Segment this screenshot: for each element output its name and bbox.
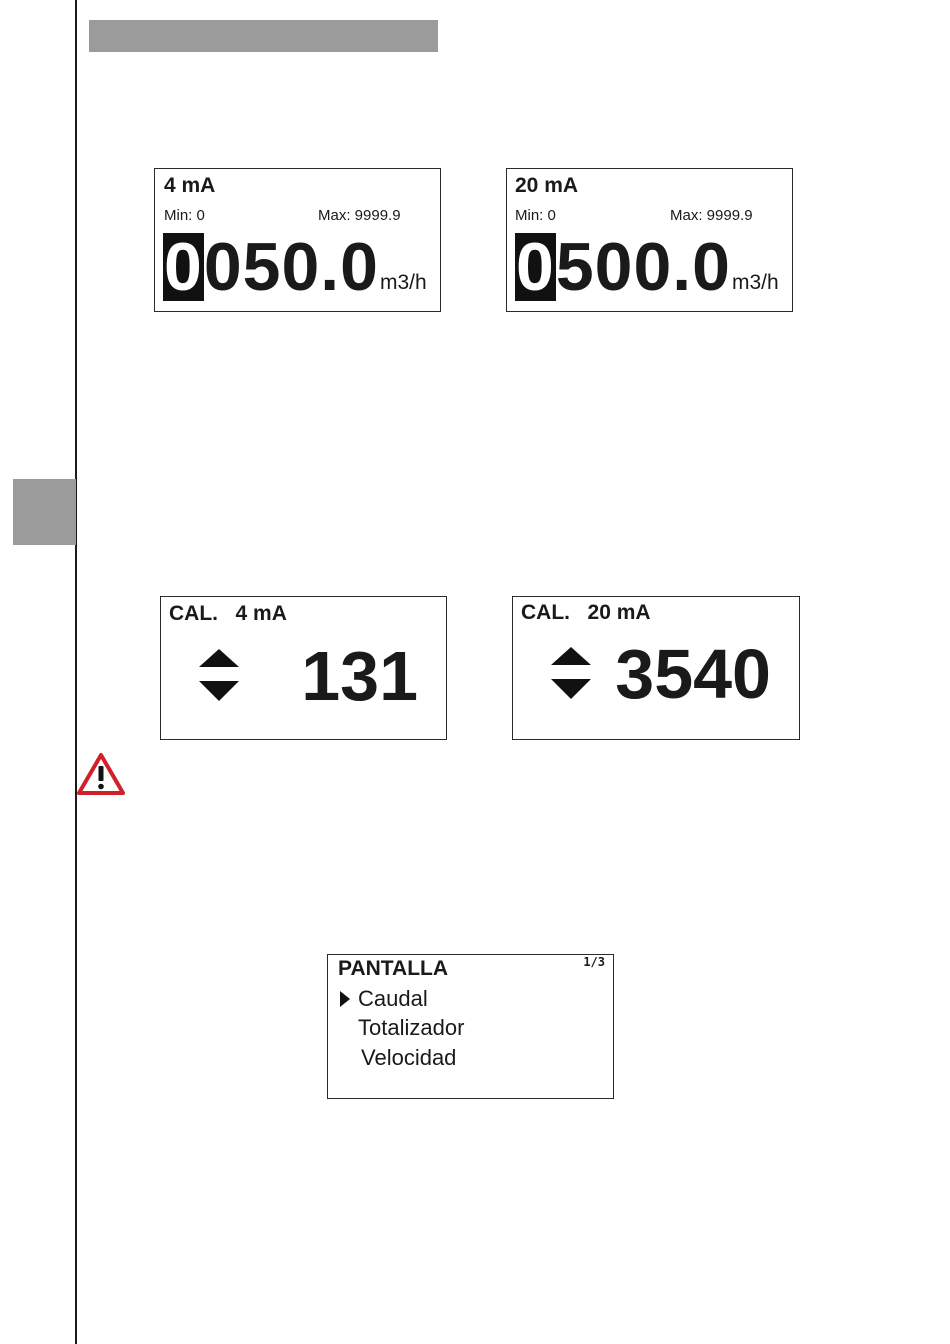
menu-title: PANTALLA <box>338 957 449 980</box>
cal-current: 20 mA <box>587 601 651 624</box>
unit-label: m3/h <box>732 271 779 294</box>
section-side-tab <box>13 479 76 545</box>
menu-item-totalizador[interactable]: Totalizador <box>358 1015 465 1040</box>
cursor-digit: 0 <box>516 229 555 305</box>
up-down-arrows-icon <box>199 649 239 703</box>
display-20ma <box>506 168 793 312</box>
cal-prefix: CAL. <box>521 601 570 624</box>
value-digits: 500.0 <box>555 229 731 305</box>
selection-pointer-icon <box>340 991 350 1007</box>
display-title: 4 mA <box>164 174 216 197</box>
setpoint-value <box>515 229 731 305</box>
menu-display <box>327 954 614 1099</box>
setpoint-value <box>163 229 379 305</box>
header-bar <box>89 20 438 52</box>
cal-title <box>169 603 287 624</box>
calibration-4ma <box>160 596 447 740</box>
menu-item-velocidad[interactable]: Velocidad <box>361 1045 457 1070</box>
warning-triangle-icon <box>77 752 125 796</box>
value-digits: 050.0 <box>203 229 379 305</box>
cal-title <box>521 602 651 623</box>
display-title: 20 mA <box>515 174 579 197</box>
max-label: Max: 9999.9 <box>670 207 753 224</box>
cal-value: 3540 <box>615 635 771 713</box>
calibration-20ma <box>512 596 800 740</box>
cal-current: 4 mA <box>235 602 287 625</box>
unit-label: m3/h <box>380 271 427 294</box>
cal-value: 131 <box>301 637 418 715</box>
page-margin-line <box>75 0 77 1344</box>
cal-prefix: CAL. <box>169 602 218 625</box>
up-down-arrows-icon <box>551 647 591 701</box>
max-label: Max: 9999.9 <box>318 207 401 224</box>
min-label: Min: 0 <box>515 207 556 224</box>
menu-item-caudal[interactable]: Caudal <box>358 986 428 1011</box>
menu-page-indicator: 1/3 <box>583 955 605 969</box>
cursor-digit: 0 <box>164 229 203 305</box>
min-label: Min: 0 <box>164 207 205 224</box>
display-4ma <box>154 168 441 312</box>
